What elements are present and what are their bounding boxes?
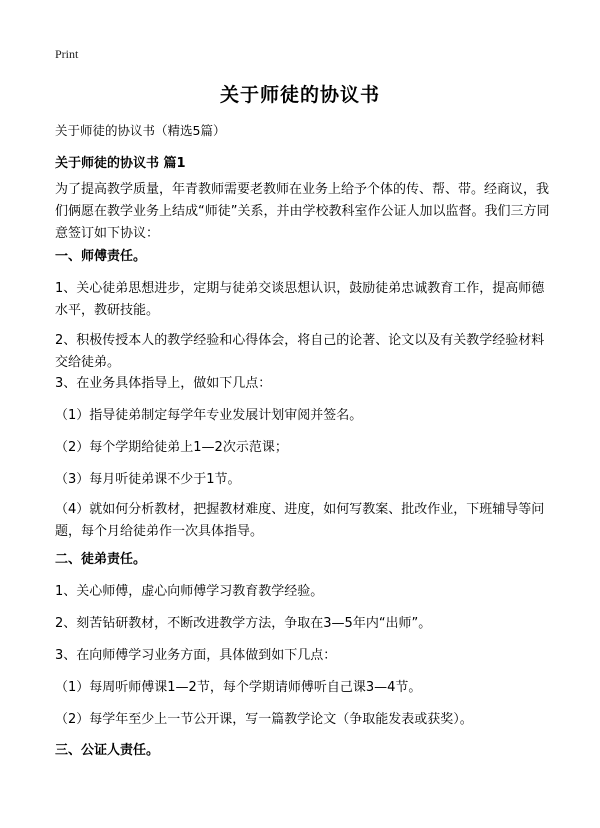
heading-apprentice-duties: 二、徒弟责任。 [55, 552, 147, 567]
heading-master-duties: 一、师傅责任。 [55, 249, 147, 264]
page-title: 关于师徒的协议书 [219, 84, 380, 106]
document-subtitle: 关于师徒的协议书（精选5篇） [55, 123, 226, 138]
apprentice-duty-3-item-2: （2）每学年至少上一节公开课，写一篇教学论文（争取能发表或获奖）。 [55, 712, 473, 727]
master-duty-2: 2、积极传授本人的教学经验和心得体会，将自己的论著、论文以及有关教学经验材料交给徒弟。 [55, 333, 545, 370]
master-duty-3-item-2: （2）每个学期给徒弟上1—2次示范课； [55, 440, 288, 455]
print-label: Print [55, 47, 79, 61]
heading-notary-duties: 三、公证人责任。 [55, 743, 160, 758]
master-duty-3: 3、在业务具体指导上，做如下几点： [55, 376, 272, 391]
master-duty-3-item-4: （4）就如何分析教材，把握教材难度、进度，如何写教案、批改作业，下班辅导等问题，每个月给徒弟作一次具体指导。 [55, 502, 545, 539]
apprentice-duty-2: 2、刻苦钻研教材，不断改进教学方法，争取在3—5年内“出师”。 [55, 616, 432, 631]
master-duty-1: 1、关心徒弟思想进步，定期与徒弟交谈思想认识，鼓励徒弟忠诚教育工作，提高师德水平，教研技能。 [55, 281, 545, 318]
apprentice-duty-3: 3、在向师傅学习业务方面，具体做到如下几点： [55, 648, 337, 663]
apprentice-duty-3-item-1: （1）每周听师傅课1—2节，每个学期请师傅听自己课3—4节。 [55, 680, 422, 695]
apprentice-duty-1: 1、关心师傅，虚心向师傅学习教育教学经验。 [55, 584, 324, 599]
master-duty-3-item-1: （1）指导徒弟制定每学年专业发展计划审阅并签名。 [55, 408, 363, 423]
section-heading: 关于师徒的协议书 篇1 [55, 156, 186, 171]
master-duty-3-item-3: （3）每月听徒弟课不少于1节。 [55, 472, 241, 487]
intro-paragraph: 为了提高教学质量，年青教师需要老教师在业务上给予个体的传、帮、带。经商议，我们俩愿在教学业务上结成“师徒”关系，并由学校教科室作公证人加以监督。我们三方同意签订如下协议： [55, 182, 550, 241]
